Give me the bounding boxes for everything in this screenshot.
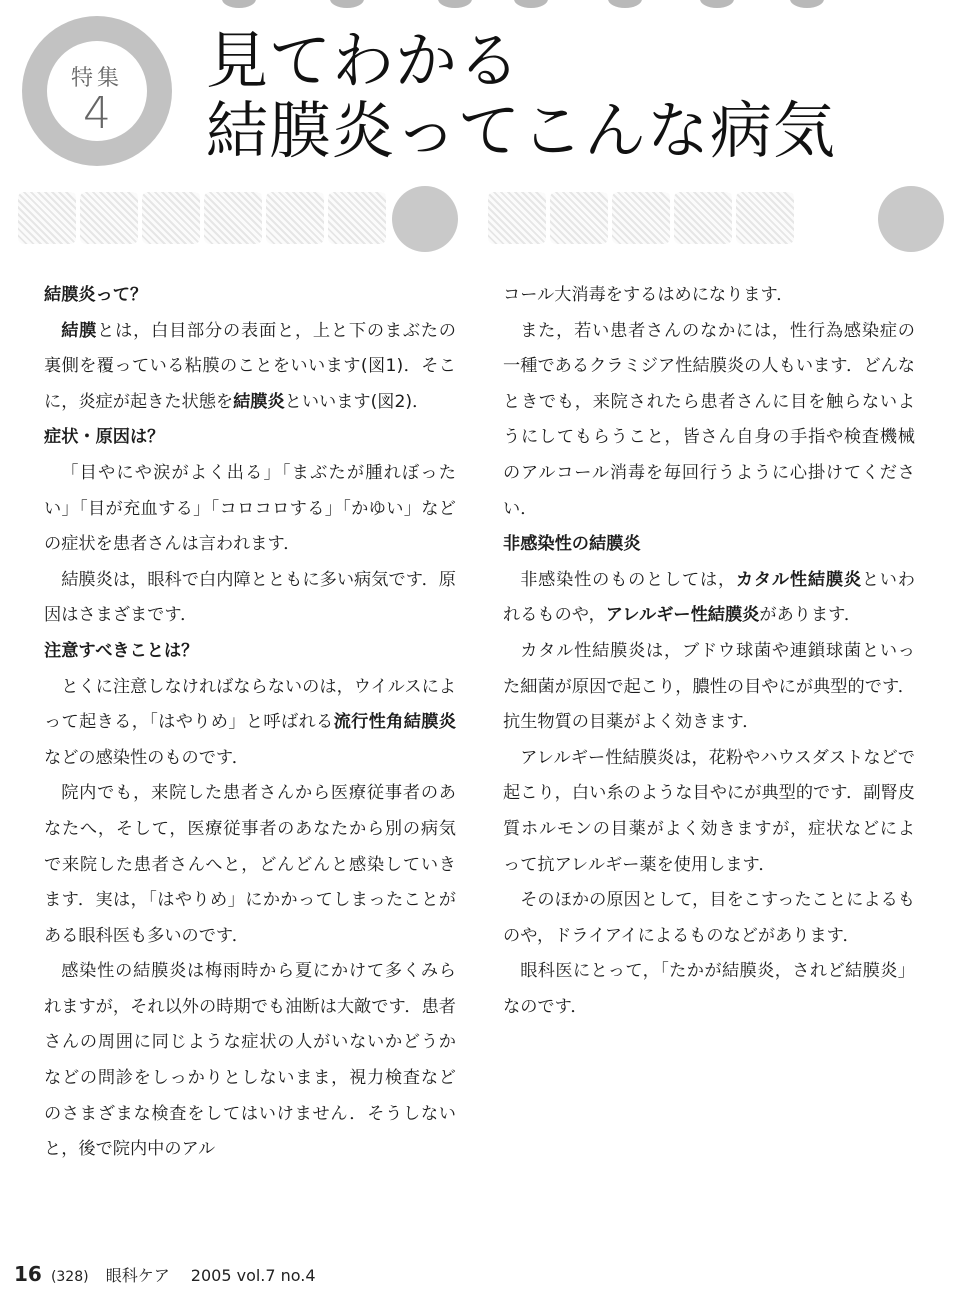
paragraph-continuation: コール大消毒をするはめになります． — [503, 285, 794, 305]
journal-name: 眼科ケア — [105, 1266, 170, 1285]
paragraph-seasonality: 感染性の結膜炎は梅雨時から夏にかけて多くみられますが，それ以外の時期でも油断は大敵です．患者さんの周囲に同じような症状の人がいないかどうかなどの問診をしっかりとしないまま，視力検査などのさまざまな検査をしてはいけません．そうしないと，後で院内中のアル — [44, 961, 456, 1160]
right-column — [503, 278, 915, 1025]
term-catarrhal-conjunctivitis: カタル性結膜炎 — [735, 569, 862, 590]
page-footer — [14, 1262, 316, 1286]
paragraph-conclusion: 眼科医にとって，「たかが結膜炎，されど結膜炎」なのです． — [503, 961, 915, 1017]
top-decoration — [0, 0, 963, 10]
article-title — [206, 26, 836, 166]
decorative-band — [18, 186, 948, 256]
paragraph-symptoms: 「目やにや涙がよく出る」「まぶたが腫れぼったい」「目が充血する」「コロコロする」「かゆい」などの症状を患者さんは言われます． — [44, 462, 456, 555]
left-column — [44, 278, 456, 1168]
paragraph-non-infectious-types: 非感染性のものとしては，カタル性結膜炎といわれるものや，アレルギー性結膜炎があります． — [503, 569, 915, 626]
feature-badge — [22, 16, 172, 166]
paragraph-catarrhal: カタル性結膜炎は，ブドウ球菌や連鎖球菌といった細菌が原因で起こり，膿性の目やにが典型的です．抗生物質の目薬がよく効きます． — [503, 640, 915, 733]
term-allergic-conjunctivitis: アレルギー性結膜炎 — [605, 605, 760, 626]
heading-precautions: 注意すべきことは？ — [44, 640, 199, 661]
page-number: 16 — [14, 1262, 42, 1286]
absolute-page-number: (328) — [50, 1269, 89, 1285]
paragraph-other-causes: そのほかの原因として，目をこすったことによるものや，ドライアイによるものなどがあります． — [503, 890, 915, 946]
paragraph-infectious: とくに注意しなければならないのは，ウイルスによって起きる，「はやりめ」と呼ばれる流行性角結膜炎などの感染性のものです． — [44, 676, 456, 768]
feature-label: 特集 — [70, 66, 123, 91]
paragraph-infection-spread: 院内でも，来院した患者さんから医療従事者のあなたへ，そして，医療従事者のあなたから別の病気で来院した患者さんへと，どんどんと感染していきます．実は，「はやりめ」にかかってしまったことがある眼科医も多いのです． — [44, 783, 456, 946]
feature-number: 4 — [83, 88, 111, 139]
paragraph-causes: 結膜炎は，眼科で白内障とともに多い病気です．原因はさまざまです． — [44, 569, 456, 626]
term-conjunctivitis: 結膜炎 — [233, 391, 285, 412]
paragraph-allergic: アレルギー性結膜炎は，花粉やハウスダストなどで起こり，白い糸のような目やにが典型的です．副腎皮質ホルモンの目薬がよく効きますが，症状などによって抗アレルギー薬を使用します． — [503, 747, 915, 875]
heading-non-infectious: 非感染性の結膜炎 — [503, 534, 641, 555]
paragraph-definition: 結膜とは，白目部分の表面と，上と下のまぶたの裏側を覆っている粘膜のことをいいます(図1)．そこに，炎症が起きた状態を結膜炎といいます(図2)． — [44, 320, 456, 412]
paragraph-chlamydia: また，若い患者さんのなかには，性行為感染症の一種であるクラミジア性結膜炎の人もいます．どんなときでも，来院されたら患者さんに目を触らないようにしてもらうこと，皆さん自身の手指や検査機械のアルコール消毒を毎回行うように心掛けてください． — [503, 320, 915, 519]
term-conjunctiva: 結膜 — [61, 320, 98, 341]
issue-info: 2005 vol.7 no.4 — [190, 1266, 316, 1285]
heading-what-is-conjunctivitis: 結膜炎って？ — [44, 285, 148, 305]
heading-symptoms-causes: 症状・原因は？ — [44, 427, 165, 448]
title-line-2: 結膜炎ってこんな病気 — [206, 94, 837, 167]
term-epidemic-keratoconjunctivitis: 流行性角結膜炎 — [333, 712, 456, 733]
title-line-1: 見てわかる — [206, 24, 522, 97]
